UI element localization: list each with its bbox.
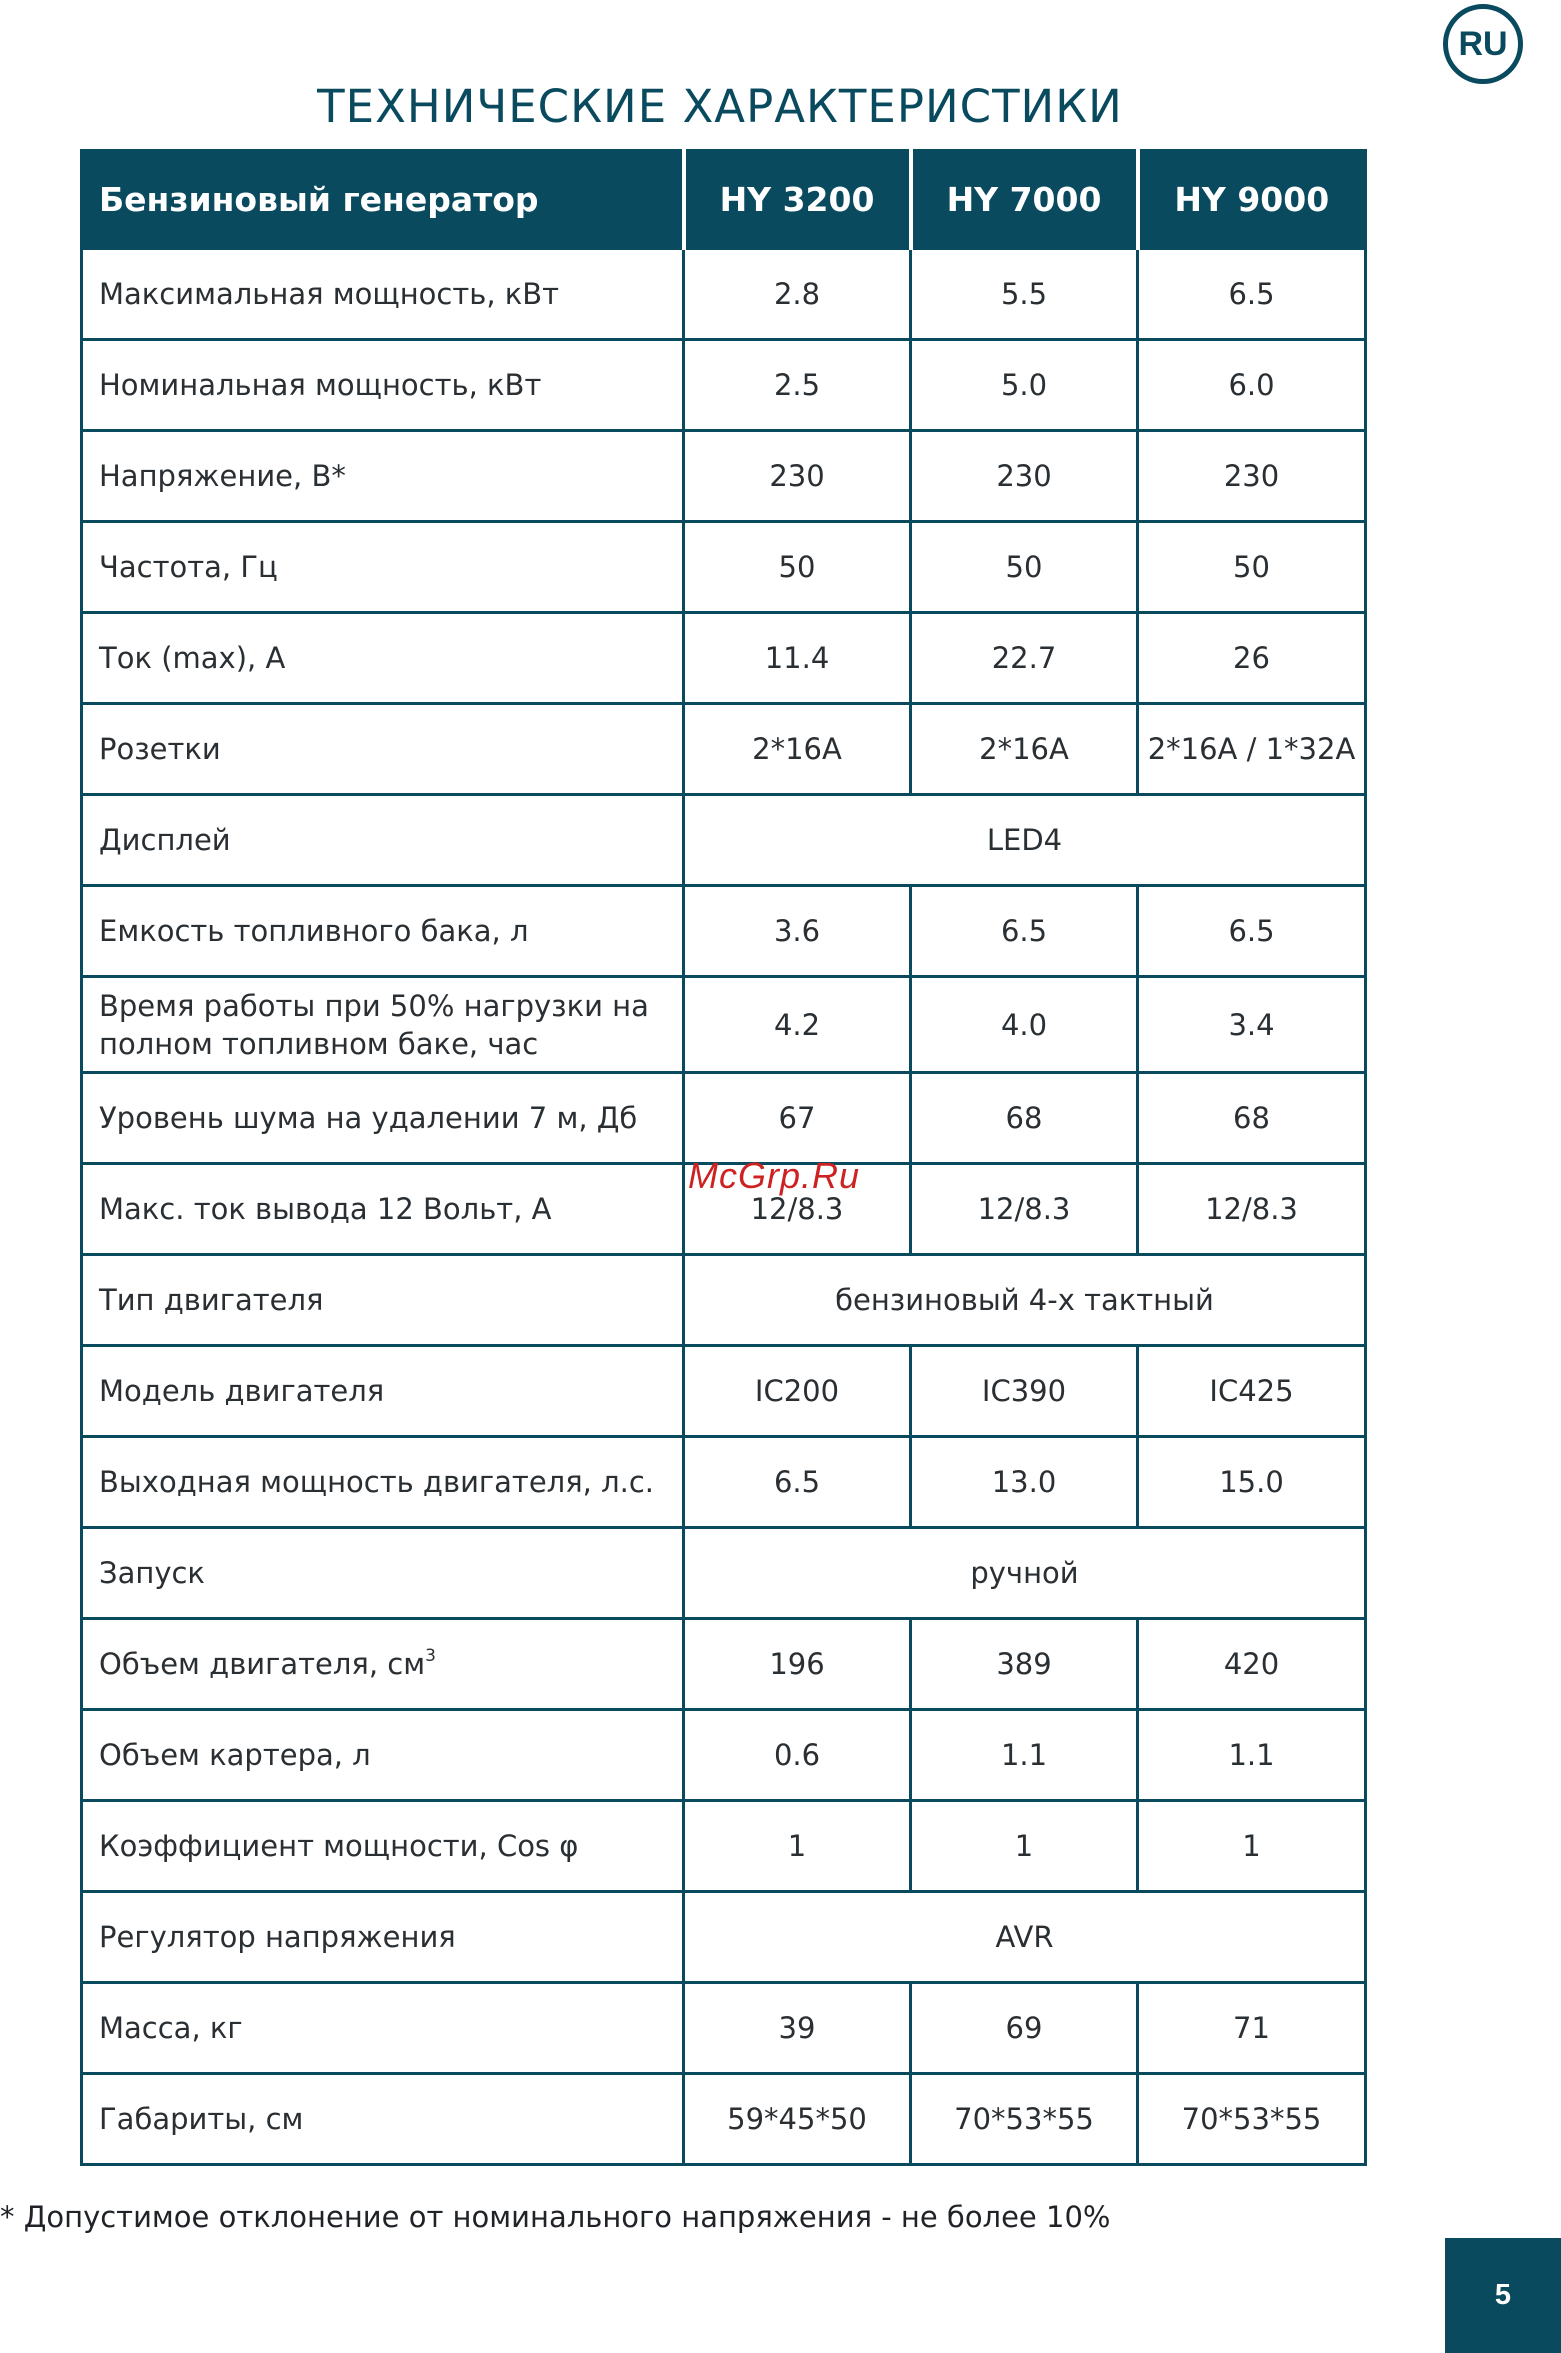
row-value-merged: AVR	[684, 1892, 1366, 1983]
row-value: 70*53*55	[1138, 2074, 1366, 2165]
row-value: 26	[1138, 613, 1366, 704]
row-value: 1	[684, 1801, 911, 1892]
row-value: 2*16А	[684, 704, 911, 795]
row-value: 3.4	[1138, 977, 1366, 1073]
row-value: 6.5	[911, 886, 1138, 977]
row-value: 6.5	[1138, 886, 1366, 977]
row-value: 11.4	[684, 613, 911, 704]
row-label-text: Дисплей	[99, 823, 231, 857]
row-value: 12/8.3	[684, 1164, 911, 1255]
row-value: 1.1	[1138, 1710, 1366, 1801]
row-value: 69	[911, 1983, 1138, 2074]
row-value: 1.1	[911, 1710, 1138, 1801]
row-label	[82, 1346, 684, 1437]
row-label-text: Время работы при 50% нагрузки на полном топливном баке, час	[99, 988, 649, 1061]
row-label-text: Макс. ток вывода 12 Вольт, А	[99, 1192, 552, 1226]
row-value: 50	[911, 522, 1138, 613]
row-value-merged: бензиновый 4-х тактный	[684, 1255, 1366, 1346]
row-value: 71	[1138, 1983, 1366, 2074]
table-row	[82, 1710, 1366, 1801]
row-value: 59*45*50	[684, 2074, 911, 2165]
page-number: 5	[1445, 2238, 1561, 2353]
row-value: 230	[1138, 431, 1366, 522]
row-value: 196	[684, 1619, 911, 1710]
header-param: Бензиновый генератор	[82, 151, 684, 249]
row-value: 67	[684, 1073, 911, 1164]
row-label	[82, 522, 684, 613]
table-row	[82, 1346, 1366, 1437]
row-value: 4.2	[684, 977, 911, 1073]
page-title: ТЕХНИЧЕСКИЕ ХАРАКТЕРИСТИКИ	[317, 80, 1123, 133]
row-value: 22.7	[911, 613, 1138, 704]
table-row	[82, 977, 1366, 1073]
row-label	[82, 977, 684, 1073]
table-row	[82, 795, 1366, 886]
table-row	[82, 1619, 1366, 1710]
row-value: 5.0	[911, 340, 1138, 431]
table-row	[82, 431, 1366, 522]
row-label	[82, 1801, 684, 1892]
row-label-text: Номинальная мощность, кВт	[99, 368, 542, 402]
footnote: * Допустимое отклонение от номинального напряжения - не более 10%	[0, 2200, 1111, 2234]
table-row	[82, 704, 1366, 795]
row-value: 2.8	[684, 249, 911, 340]
row-label-text: Частота, Гц	[99, 550, 278, 584]
row-label-text: Габариты, см	[99, 2102, 304, 2136]
row-value: 0.6	[684, 1710, 911, 1801]
row-label	[82, 1619, 684, 1710]
row-label	[82, 1528, 684, 1619]
table-row	[82, 1983, 1366, 2074]
watermark: McGrp.Ru	[688, 1155, 861, 1196]
row-label-text: Масса, кг	[99, 2011, 243, 2045]
row-label	[82, 1255, 684, 1346]
row-label-text: Объем двигателя, см	[99, 1647, 426, 1681]
row-label	[82, 1710, 684, 1801]
row-label	[82, 1073, 684, 1164]
row-label-text: Уровень шума на удалении 7 м, Дб	[99, 1101, 638, 1135]
row-value: 12/8.3	[1138, 1164, 1366, 1255]
row-label	[82, 249, 684, 340]
table-row	[82, 613, 1366, 704]
row-label	[82, 2074, 684, 2165]
row-label	[82, 886, 684, 977]
row-label-text: Модель двигателя	[99, 1374, 385, 1408]
language-badge: RU	[1443, 4, 1523, 84]
row-value: IC425	[1138, 1346, 1366, 1437]
row-value: 4.0	[911, 977, 1138, 1073]
row-label	[82, 1892, 684, 1983]
row-label	[82, 1437, 684, 1528]
row-value-merged: LED4	[684, 795, 1366, 886]
row-label	[82, 431, 684, 522]
row-value: 39	[684, 1983, 911, 2074]
row-label	[82, 1983, 684, 2074]
row-value: 2*16А / 1*32А	[1138, 704, 1366, 795]
table-row	[82, 1437, 1366, 1528]
row-value: 3.6	[684, 886, 911, 977]
row-value: IC390	[911, 1346, 1138, 1437]
row-label-text: Розетки	[99, 732, 221, 766]
row-value: 13.0	[911, 1437, 1138, 1528]
row-value: 2*16А	[911, 704, 1138, 795]
table-row	[82, 2074, 1366, 2165]
header-model: HY 7000	[911, 151, 1138, 249]
table-row	[82, 1801, 1366, 1892]
row-label-text: Емкость топливного бака, л	[99, 914, 529, 948]
table-header-row	[82, 151, 1366, 249]
row-label-text: Ток (max), А	[99, 641, 286, 675]
header-model: HY 3200	[684, 151, 911, 249]
row-value: IC200	[684, 1346, 911, 1437]
row-value: 12/8.3	[911, 1164, 1138, 1255]
row-label-text: Объем картера, л	[99, 1738, 371, 1772]
row-value: 420	[1138, 1619, 1366, 1710]
row-value: 50	[1138, 522, 1366, 613]
row-value: 15.0	[1138, 1437, 1366, 1528]
row-label	[82, 613, 684, 704]
row-label-text: Выходная мощность двигателя, л.с.	[99, 1465, 654, 1499]
row-value: 2.5	[684, 340, 911, 431]
table-row	[82, 1892, 1366, 1983]
row-value: 6.5	[684, 1437, 911, 1528]
table-row	[82, 886, 1366, 977]
row-value: 50	[684, 522, 911, 613]
superscript: 3	[425, 1646, 436, 1667]
row-value: 6.0	[1138, 340, 1366, 431]
row-value: 230	[911, 431, 1138, 522]
row-value: 6.5	[1138, 249, 1366, 340]
row-label-text: Тип двигателя	[99, 1283, 324, 1317]
table-row	[82, 1528, 1366, 1619]
row-label	[82, 340, 684, 431]
row-label	[82, 1164, 684, 1255]
table-row	[82, 1073, 1366, 1164]
row-value: 1	[911, 1801, 1138, 1892]
row-label-text: Максимальная мощность, кВт	[99, 277, 560, 311]
table-row	[82, 1255, 1366, 1346]
row-value: 1	[1138, 1801, 1366, 1892]
row-label-text: Запуск	[99, 1556, 205, 1590]
row-value: 5.5	[911, 249, 1138, 340]
row-value: 68	[1138, 1073, 1366, 1164]
row-value: 70*53*55	[911, 2074, 1138, 2165]
row-label-text: Регулятор напряжения	[99, 1920, 456, 1954]
header-model: HY 9000	[1138, 151, 1366, 249]
row-label-text: Напряжение, В*	[99, 459, 346, 493]
row-label-text: Коэффициент мощности, Cos φ	[99, 1829, 579, 1863]
row-label	[82, 795, 684, 886]
table-row	[82, 522, 1366, 613]
row-value: 389	[911, 1619, 1138, 1710]
row-label	[82, 704, 684, 795]
table-row	[82, 340, 1366, 431]
row-value: 68	[911, 1073, 1138, 1164]
row-value: 230	[684, 431, 911, 522]
row-value-merged: ручной	[684, 1528, 1366, 1619]
table-row	[82, 249, 1366, 340]
